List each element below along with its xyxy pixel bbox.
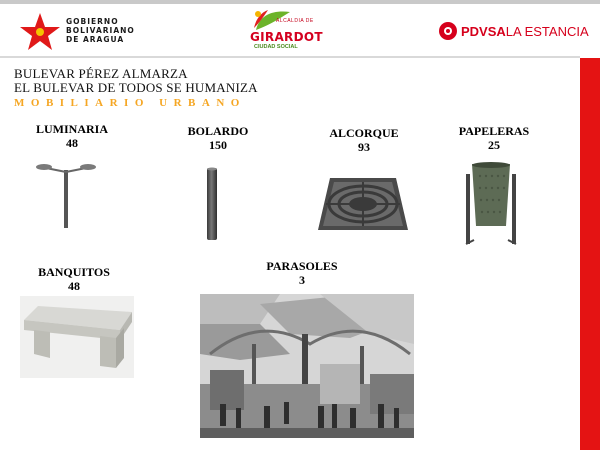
banquito-image xyxy=(20,296,134,378)
alcorque-count: 93 xyxy=(358,140,370,154)
alcorque-image xyxy=(316,176,410,232)
gobierno-logo-line: DE ARAGUA xyxy=(66,35,125,44)
parasoles-count: 3 xyxy=(299,273,305,287)
bolardo-image xyxy=(204,166,220,242)
alcaldia-logo-name: GIRARDOT xyxy=(250,30,323,44)
page-title: BULEVAR PÉREZ ALMARZA xyxy=(14,66,188,81)
alcaldia-logo-sub: CIUDAD SOCIAL xyxy=(254,44,298,50)
papelera-image xyxy=(460,160,522,246)
red-side-bar xyxy=(580,58,600,450)
alcorque-label: ALCORQUE xyxy=(329,126,399,140)
bolardo-count: 150 xyxy=(209,138,227,152)
top-rule xyxy=(0,0,600,4)
parasoles-label: PARASOLES xyxy=(266,259,338,273)
red-star-icon xyxy=(18,12,62,52)
pdvsa-la-estancia-logo xyxy=(438,20,589,42)
section-title: MOBILIARIO URBANO xyxy=(14,97,246,109)
luminaria-image xyxy=(34,158,100,230)
page-subtitle: EL BULEVAR DE TODOS SE HUMANIZA xyxy=(14,80,258,95)
gobierno-bolivariano-logo xyxy=(18,12,148,52)
luminaria-count: 48 xyxy=(66,136,78,150)
banquitos-count: 48 xyxy=(68,279,80,293)
parasoles-photo xyxy=(200,294,414,438)
alcaldia-girardot-logo xyxy=(246,8,332,54)
bolardo-label: BOLARDO xyxy=(187,124,249,138)
papeleras-label: PAPELERAS xyxy=(458,124,530,138)
header-divider xyxy=(0,56,580,58)
alcaldia-logo-top: ALCALDIA DE xyxy=(276,18,314,24)
banquitos-label: BANQUITOS xyxy=(38,265,110,279)
pdvsa-brand: PDVSA xyxy=(461,23,506,39)
gobierno-logo-line: GOBIERNO xyxy=(66,17,119,26)
pdvsa-rest: LA ESTANCIA xyxy=(505,23,589,39)
gobierno-logo-line: BOLIVARIANO xyxy=(66,26,135,35)
luminaria-label: LUMINARIA xyxy=(36,122,108,136)
pdvsa-sun-icon xyxy=(438,21,458,41)
papeleras-count: 25 xyxy=(488,138,500,152)
